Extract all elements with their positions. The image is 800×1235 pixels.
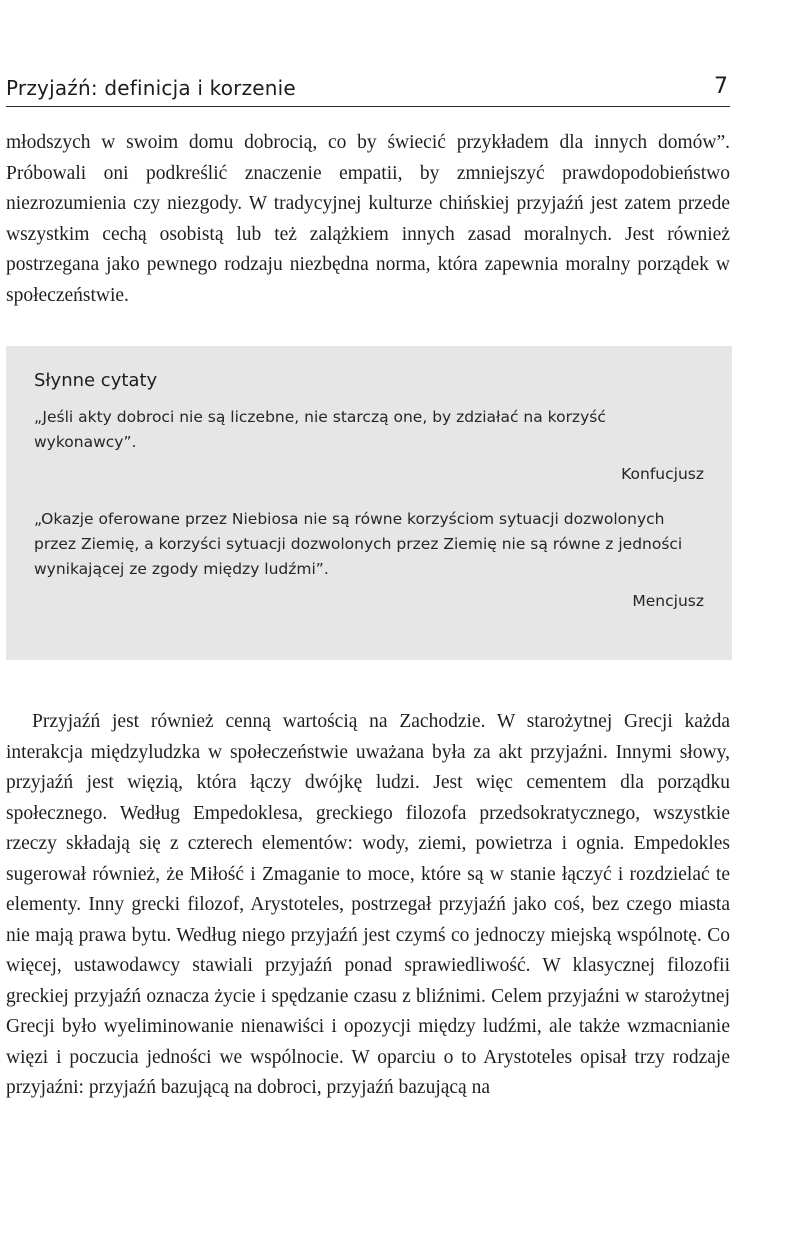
quote-confucius: „Jeśli akty dobroci nie są liczebne, nie starczą one, by zdziałać na korzyść wykonawcy”. xyxy=(34,408,606,451)
body-paragraph-1 xyxy=(6,128,730,311)
quote-author-confucius: Konfucjusz xyxy=(621,465,704,483)
quote-author-mencius: Mencjusz xyxy=(632,592,704,610)
famous-quotes-box xyxy=(6,346,732,660)
paragraph-text: Przyjaźń jest również cenną wartością na Zachodzie. W starożytnej Grecji każda interakcja międzyludzka w społeczeństwie uważana była za akt przyjaźni. Innymi słowy, przyjaźń jest więzią, która łączy dwójkę ludzi. Jest więc cementem dla porządku społecznego. Według Empedoklesa, greckiego filozofa przedsokratycznego, wszystkie rzeczy składają się z czterech elementów: wody, ziemi, powietrza i ognia. Empedokles sugerował również, że Miłość i Zmaganie to moce, które są w stanie łączyć i rozdzielać te elementy. Inny grecki filozof, Arystoteles, postrzegał przyjaźń jako coś, bez czego miasta nie mają prawa bytu. Według niego przyjaźń jest czymś co jednoczy miejską wspólnotę. Co więcej, ustawodawcy stawiali przyjaźń ponad sprawiedliwość. W klasycznej filozofii greckiej przyjaźń oznacza życie i spędzanie czasu z bliźnimi. Celem przyjaźni w starożytnej Grecji było wyeliminowanie nienawiści i opozycji między ludźmi, ale także wzmacnianie więzi i poczucia jedności we wspólnocie. W oparciu o to Arystoteles opisał trzy rodzaje przyjaźni: przyjaźń bazującą na dobroci, przyjaźń bazującą na xyxy=(6,711,730,1098)
quotes-box-title: Słynne cytaty xyxy=(34,370,158,391)
paragraph-text: młodszych w swoim domu dobrocią, co by świecić przykładem dla innych domów”. Próbowali oni podkreślić znaczenie empatii, by zmniejszyć prawdopodobieństwo niezrozumienia czy niezgody. W tradycyjnej kulturze chińskiej przyjaźń jest zatem przede wszystkim cechą osobistą lub też zalążkiem innych zasad moralnych. Jest również postrzegana jako pewnego rodzaju niezbędna norma, która zapewnia moralny porządek w społeczeństwie. xyxy=(6,132,730,306)
body-paragraph-2 xyxy=(6,707,730,1104)
chapter-title: Przyjaźń: definicja i korzenie xyxy=(6,76,296,100)
quote-mencius: „Okazje oferowane przez Niebiosa nie są równe korzyściom sytuacji dozwolonych przez Ziemię, a korzyści sytuacji dozwolonych przez Ziemię nie są równe z jedności wynikającej ze zgody między ludźmi”. xyxy=(34,510,683,578)
page-number: 7 xyxy=(714,74,728,99)
running-header xyxy=(6,72,730,107)
